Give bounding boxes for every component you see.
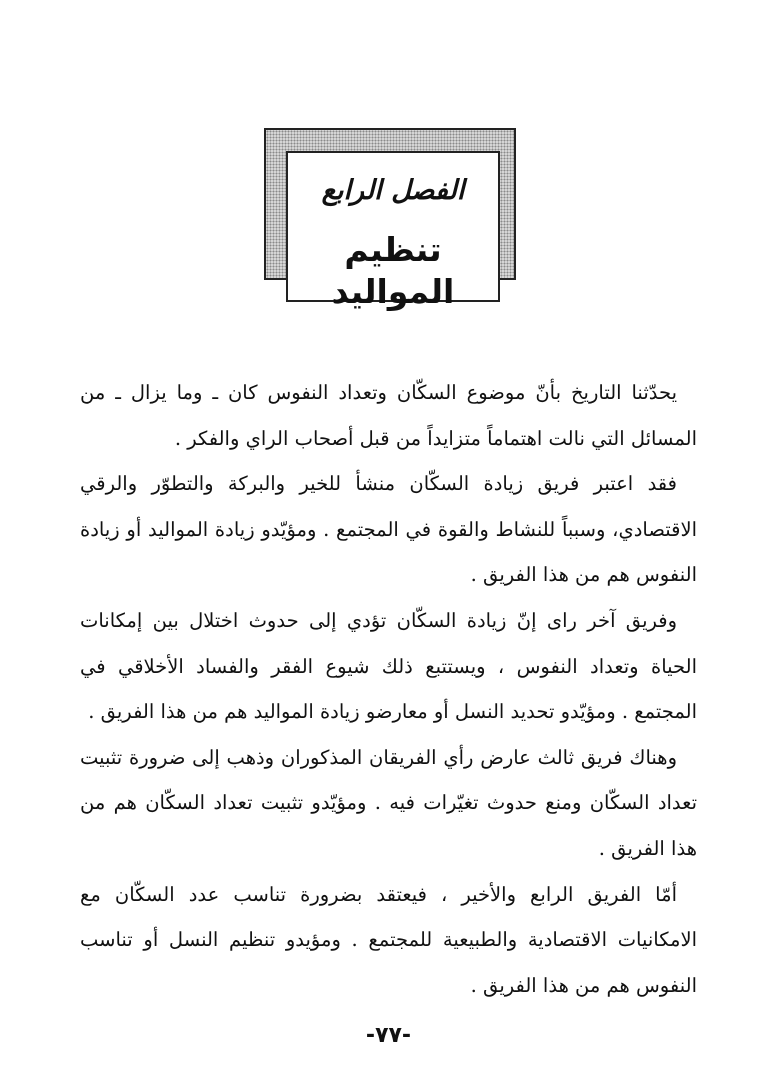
paragraph-2: فقد اعتبر فريق زيادة السكّان منشأ للخير والبركة والتطوّر والرقي الاقتصادي، وسبباً للنشاط والقوة في المجتمع . ومؤيّدو زيادة المواليد أو زيادة النفوس هم من هذا الفريق . bbox=[80, 472, 697, 587]
paragraph-4: وهناك فريق ثالث عارض رأي الفريقان المذكوران وذهب إلى ضرورة تثبيت تعداد السكّان ومنع حدوث تغيّرات فيه . ومؤيّدو تثبيت تعداد السكّان هم من هذا الفريق . bbox=[80, 745, 697, 860]
chapter-label: الفصل الرابع bbox=[321, 175, 465, 206]
chapter-title: تنظيم المواليد bbox=[331, 230, 455, 311]
body-text bbox=[80, 370, 697, 1008]
paragraph-3: وفريق آخر راى إنّ زيادة السكّان تؤدي إلى حدوث اختلال بين إمكانات الحياة وتعداد النفوس ، ويستتبع ذلك شيوع الفقر والفساد الأخلاقي في المجتمع . ومؤيّدو تحديد النسل أو معارضو زيادة المواليد هم من هذا الفريق . bbox=[80, 608, 697, 724]
paragraph-1: يحدّثنا التاريخ بأنّ موضوع السكّان وتعداد النفوس كان ـ وما يزال ـ من المسائل التي نالت اهتماماً متزايداً من قبل أصحاب الراي والفكر . bbox=[80, 381, 697, 450]
paragraph-5: أمّا الفريق الرابع والأخير ، فيعتقد بضرورة تناسب عدد السكّان مع الامكانيات الاقتصادية والطبيعية للمجتمع . ومؤيدو تنظيم النسل أو تناسب النفوس هم من هذا الفريق . bbox=[80, 882, 697, 997]
page-number: -٧٧- bbox=[365, 1023, 412, 1048]
chapter-title-box bbox=[286, 151, 500, 311]
